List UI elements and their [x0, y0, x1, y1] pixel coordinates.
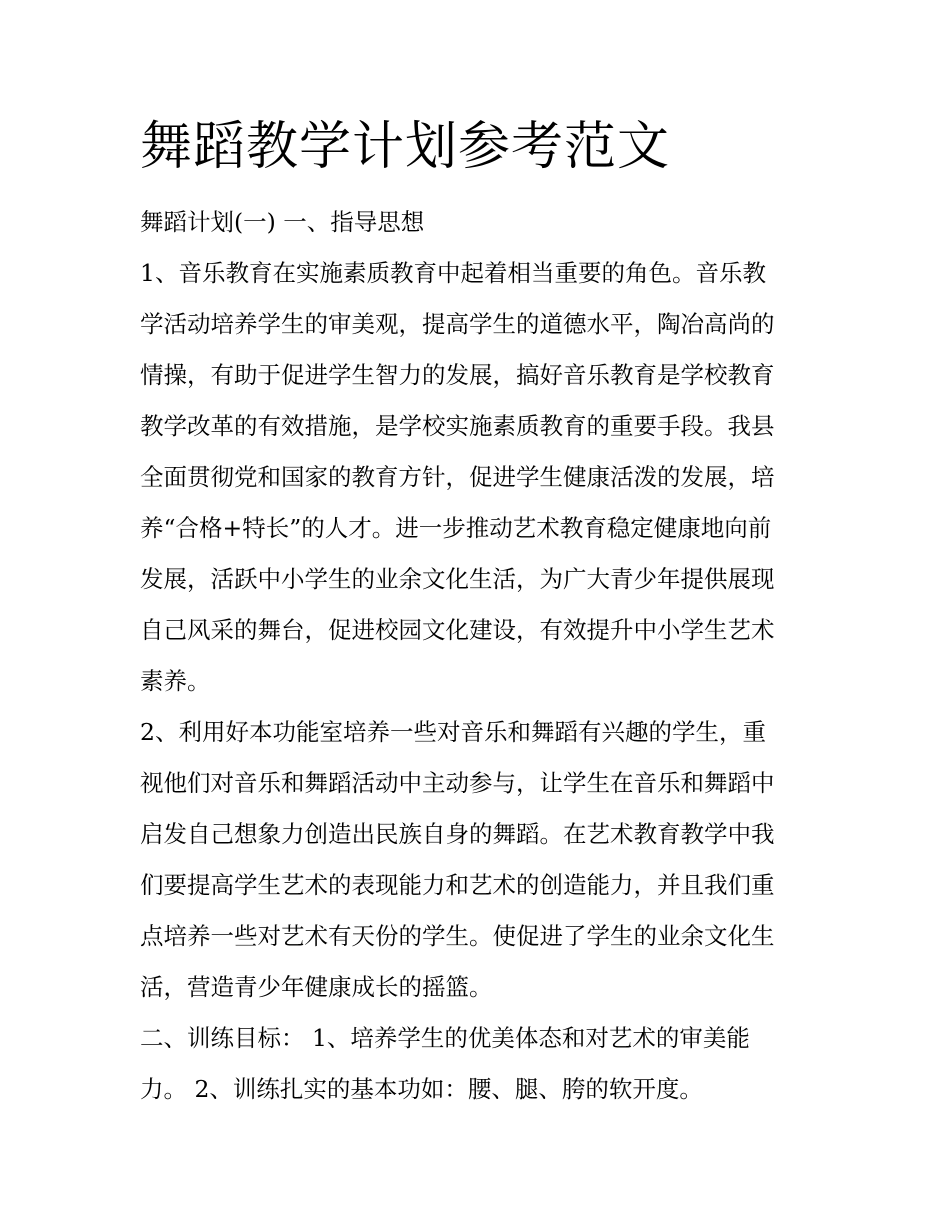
- text-line: 启发自己想象力创造出民族自身的舞蹈。在艺术教育教学中我: [140, 820, 775, 848]
- text-line: 自己风采的舞台，促进校园文化建设，有效提升中小学生艺术: [140, 616, 775, 644]
- text-line: 教学改革的有效措施，是学校实施素质教育的重要手段。我县: [140, 412, 775, 440]
- text-line: 发展，活跃中小学生的业余文化生活，为广大青少年提供展现: [140, 565, 775, 593]
- text-line: 舞蹈计划(一) 一、指导思想: [140, 208, 425, 236]
- text-line: 点培养一些对艺术有天份的学生。使促进了学生的业余文化生: [140, 922, 775, 950]
- text-line: 1、音乐教育在实施素质教育中起着相当重要的角色。音乐教: [140, 259, 766, 287]
- document-title: 舞蹈教学计划参考范文: [140, 117, 671, 177]
- text-line: 们要提高学生艺术的表现能力和艺术的创造能力，并且我们重: [140, 871, 775, 899]
- text-line: 活，营造青少年健康成长的摇篮。: [140, 973, 493, 1001]
- text-line: 2、利用好本功能室培养一些对音乐和舞蹈有兴趣的学生，重: [140, 718, 766, 746]
- text-line: 学活动培养学生的审美观，提高学生的道德水平，陶冶高尚的: [140, 310, 775, 338]
- text-line: 情操，有助于促进学生智力的发展，搞好音乐教育是学校教育: [140, 361, 775, 389]
- text-line: 素养。: [140, 667, 211, 695]
- text-line: 二、训练目标： 1、培养学生的优美体态和对艺术的审美能: [140, 1024, 750, 1052]
- text-line: 力。 2、训练扎实的基本功如：腰、腿、胯的软开度。: [140, 1075, 703, 1103]
- text-line: 视他们对音乐和舞蹈活动中主动参与，让学生在音乐和舞蹈中: [140, 769, 775, 797]
- text-line: 养“合格+特长”的人才。进一步推动艺术教育稳定健康地向前: [140, 514, 772, 542]
- text-line: 全面贯彻党和国家的教育方针，促进学生健康活泼的发展，培: [140, 463, 775, 491]
